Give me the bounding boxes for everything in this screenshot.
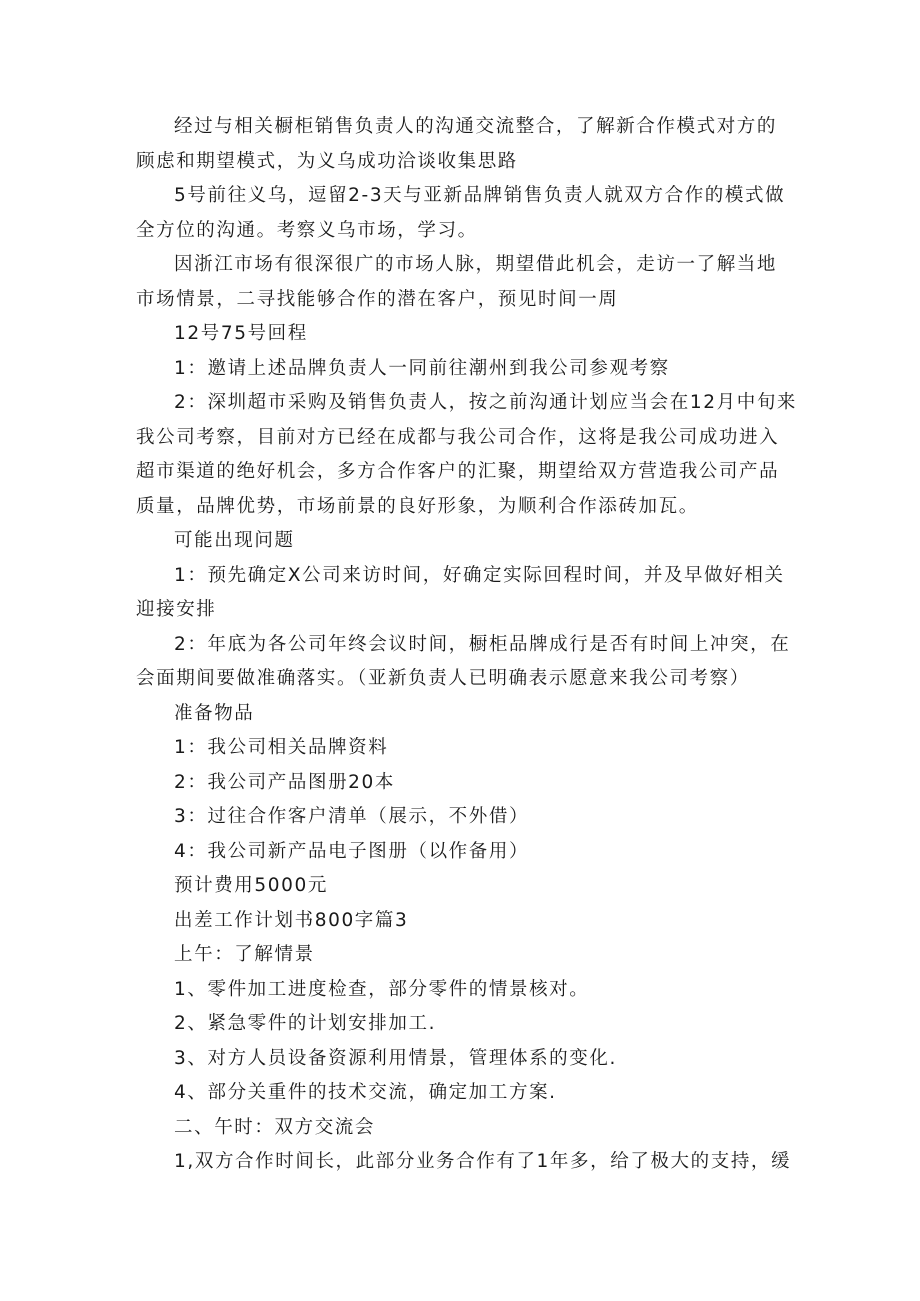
paragraph-3 xyxy=(136,248,786,317)
paragraph-line: 3：过往合作客户清单（展示，不外借） xyxy=(174,806,530,827)
paragraph-line: 可能出现问题 xyxy=(174,530,295,551)
paragraph-line: 1：预先确定X公司来访时间，好确定实际回程时间，并及早做好相关 xyxy=(174,564,785,586)
paragraph-line: 质量，品牌优势，市场前景的良好形象，为顺利合作添砖加瓦。 xyxy=(136,495,699,517)
supply-item-4 xyxy=(136,835,786,870)
paragraph-line: 3、对方人员设备资源利用情景，管理体系的变化. xyxy=(174,1047,617,1069)
morning-heading xyxy=(136,938,786,973)
supply-item-3 xyxy=(136,800,786,835)
paragraph-line: 1、零件加工进度检查，部分零件的情景核对。 xyxy=(174,978,590,1000)
paragraph-line: 1：邀请上述品牌负责人一同前往潮州到我公司参观考察 xyxy=(174,357,670,379)
paragraph-line: 4：我公司新产品电子图册（以作备用） xyxy=(174,840,530,862)
paragraph-line: 顾虑和期望模式，为义乌成功洽谈收集思路 xyxy=(136,150,518,172)
morning-item-2 xyxy=(136,1007,786,1042)
budget-line xyxy=(136,869,786,904)
paragraph-1 xyxy=(136,110,786,179)
paragraph-line: 1,双方合作时间长，此部分业务合作有了1年多，给了极大的支持，缓 xyxy=(174,1151,792,1172)
paragraph-line: 准备物品 xyxy=(174,702,255,724)
paragraph-line: 迎接安排 xyxy=(136,599,217,620)
afternoon-heading xyxy=(136,1111,786,1146)
paragraph-line: 4、部分关重件的技术交流，确定加工方案. xyxy=(174,1082,557,1103)
issue-item-1 xyxy=(136,559,786,628)
paragraph-line: 预计费用5000元 xyxy=(174,875,328,896)
paragraph-line: 2：年底为各公司年终会议时间，橱柜品牌成行是否有时间上冲突，在 xyxy=(174,633,791,655)
paragraph-line: 因浙江市场有很深很广的市场人脉，期望借此机会，走访一了解当地 xyxy=(174,254,778,275)
paragraph-line: 超市渠道的绝好机会，多方合作客户的汇聚，期望给双方营造我公司产品 xyxy=(136,461,780,482)
section-heading-supplies xyxy=(136,697,786,732)
return-date-line xyxy=(136,317,786,352)
paragraph-line: 出差工作计划书800字篇3 xyxy=(174,909,409,931)
paragraph-2 xyxy=(136,179,786,248)
paragraph-line: 我公司考察，目前对方已经在成都与我公司合作，这将是我公司成功进入 xyxy=(136,426,780,448)
paragraph-line: 12号75号回程 xyxy=(174,323,308,344)
supply-item-1 xyxy=(136,731,786,766)
paragraph-line: 2：我公司产品图册20本 xyxy=(174,771,396,793)
paragraph-line: 2：深圳超市采购及销售负责人，按之前沟通计划应当会在12月中旬来 xyxy=(174,392,798,413)
paragraph-line: 上午：了解情景 xyxy=(174,944,315,965)
paragraph-line: 二、午时：双方交流会 xyxy=(174,1116,376,1138)
supply-item-2 xyxy=(136,766,786,801)
morning-item-1 xyxy=(136,973,786,1008)
paragraph-line: 市场情景，二寻找能够合作的潜在客户，预见时间一周 xyxy=(136,288,619,310)
paragraph-line: 经过与相关橱柜销售负责人的沟通交流整合，了解新合作模式对方的 xyxy=(174,116,778,137)
document-body xyxy=(136,110,798,1180)
article-title xyxy=(136,904,786,939)
paragraph-line: 会面期间要做准确落实。（亚新负责人已明确表示愿意来我公司考察） xyxy=(136,668,750,689)
paragraph-line: 1：我公司相关品牌资料 xyxy=(174,737,389,758)
plan-item-1 xyxy=(136,352,786,387)
section-heading-issues xyxy=(136,524,786,559)
plan-item-2 xyxy=(136,386,798,524)
afternoon-item-1 xyxy=(136,1145,792,1180)
paragraph-line: 2、紧急零件的计划安排加工. xyxy=(174,1013,437,1034)
morning-item-4 xyxy=(136,1076,786,1111)
paragraph-line: 全方位的沟通。考察义乌市场，学习。 xyxy=(136,219,478,241)
paragraph-line: 5号前往义乌，逗留2-3天与亚新品牌销售负责人就双方合作的模式做 xyxy=(174,185,786,206)
morning-item-3 xyxy=(136,1042,786,1077)
issue-item-2 xyxy=(136,628,791,697)
